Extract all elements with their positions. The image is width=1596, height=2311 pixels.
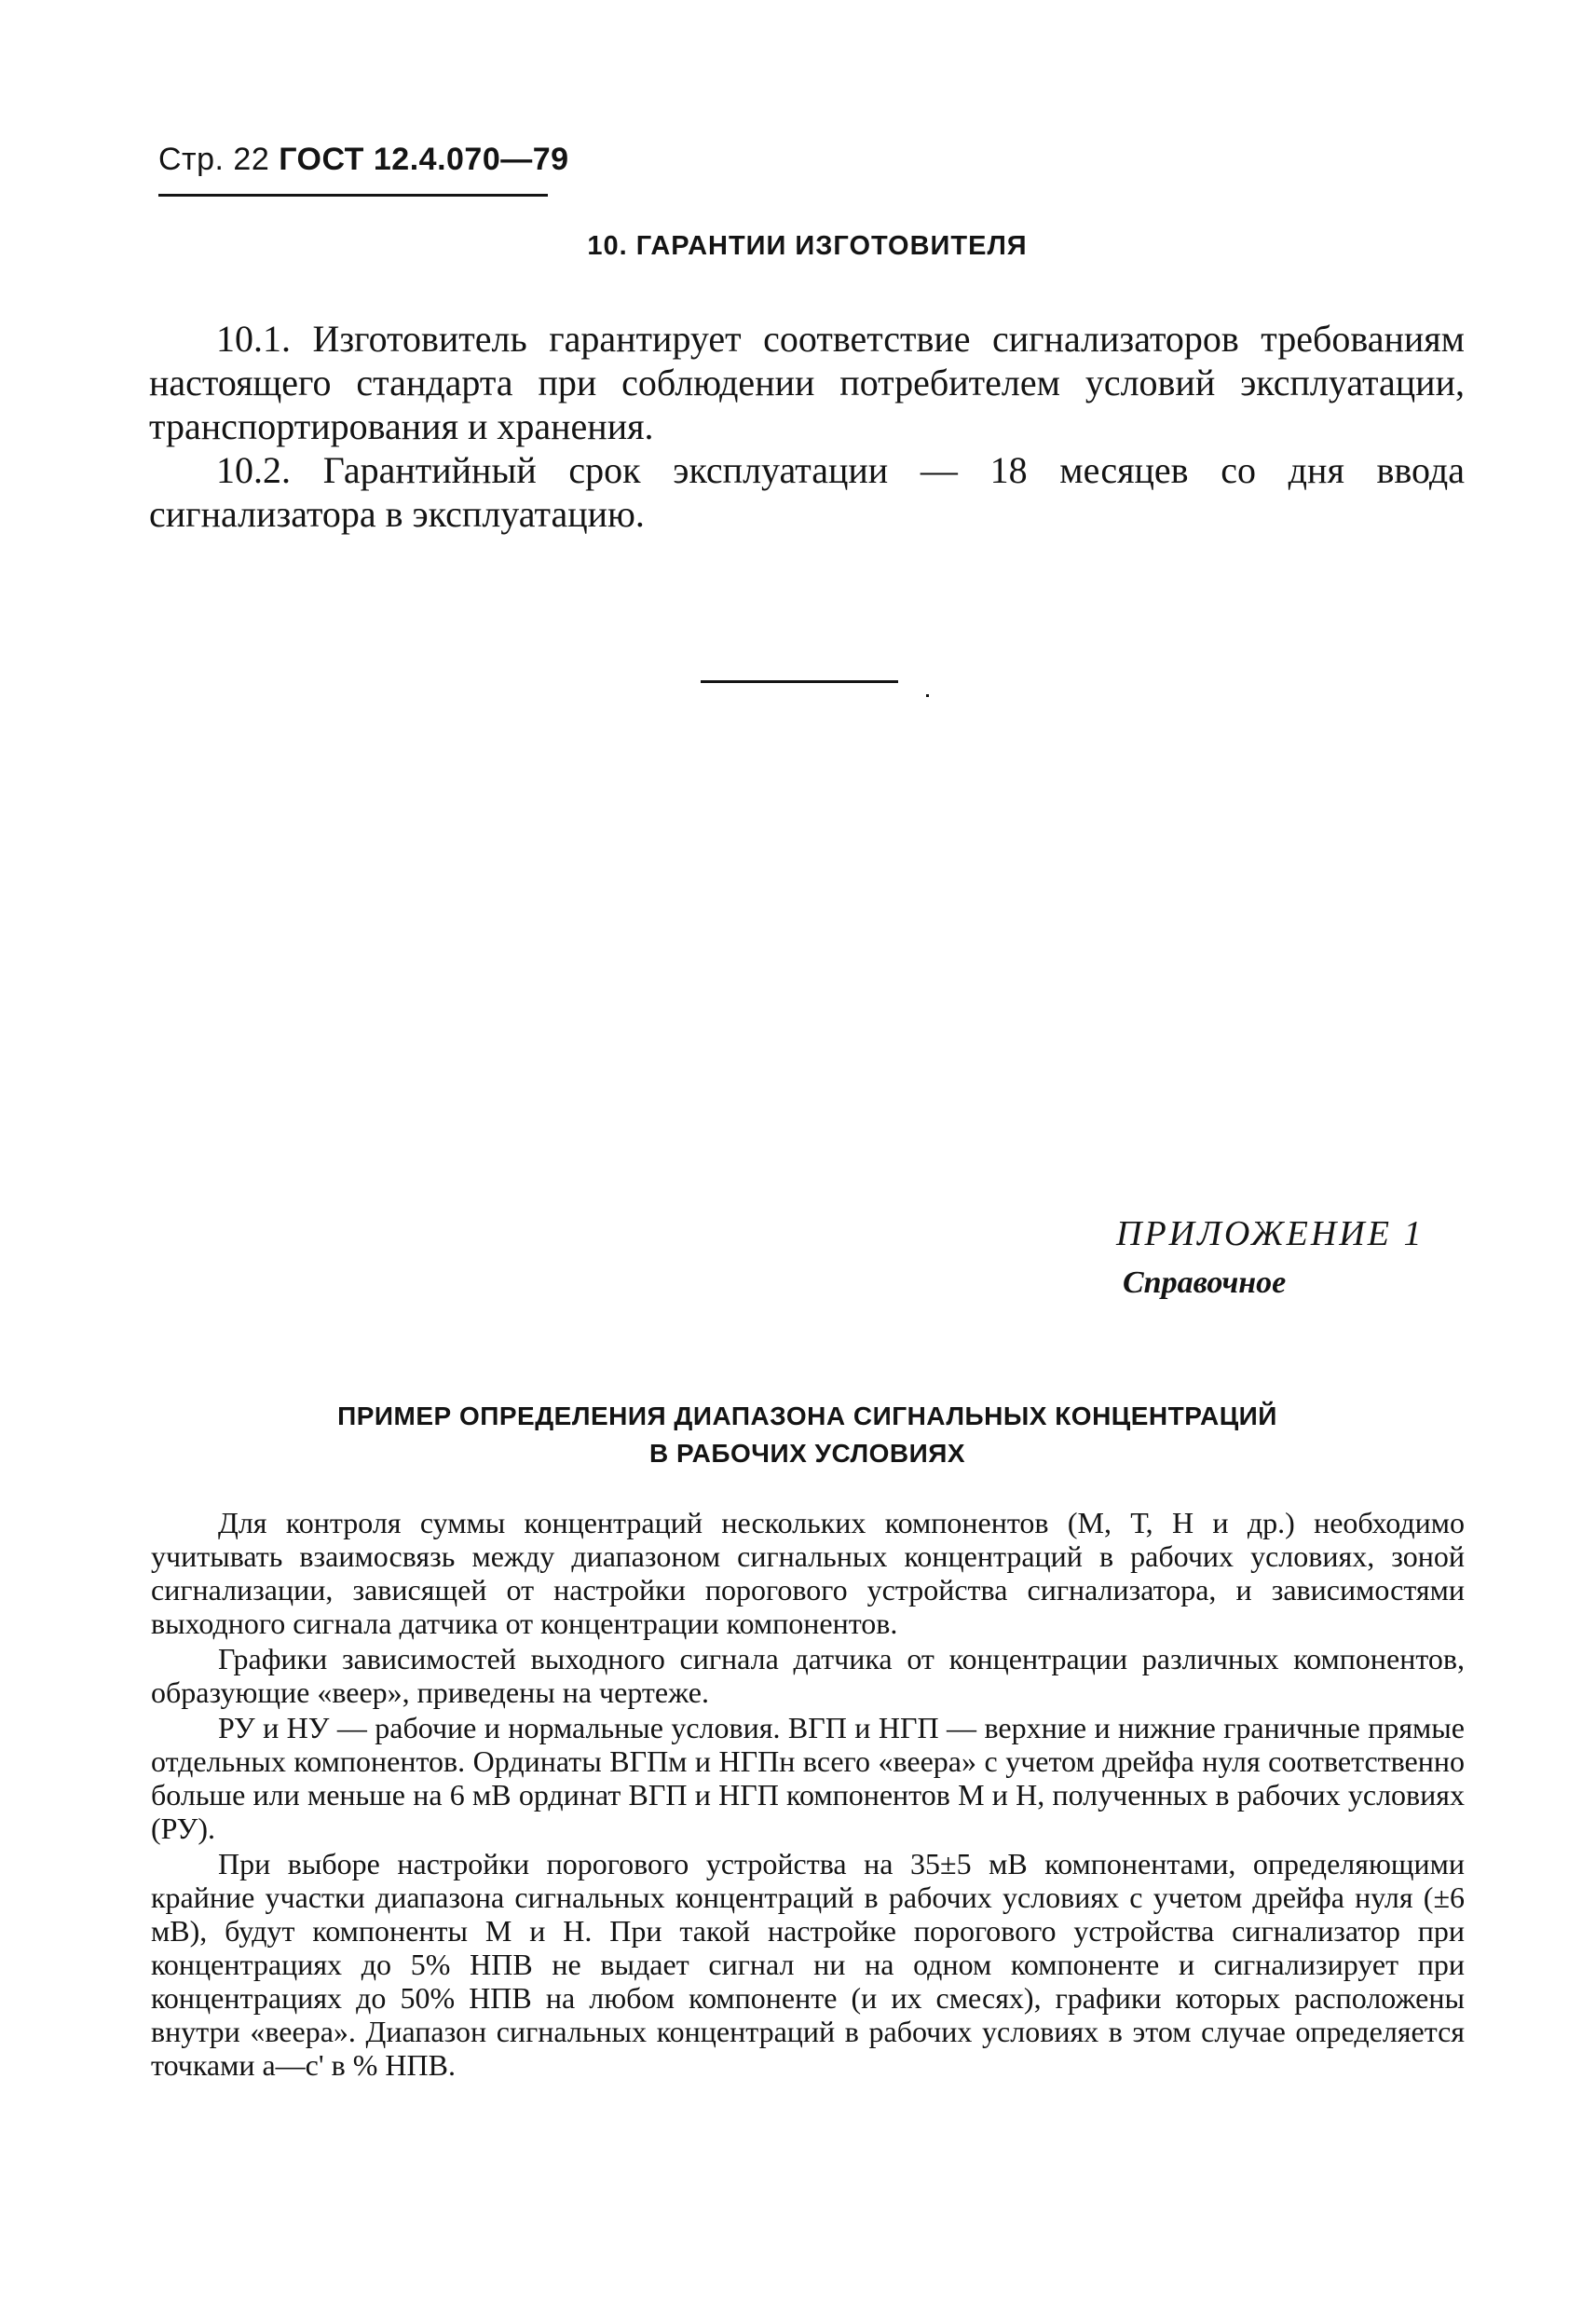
standard-number: ГОСТ 12.4.070—79 [279,142,569,177]
annex-type: Справочное [1123,1265,1287,1300]
annex-paragraph-4: При выборе настройки порогового устройства на 35±5 мВ компонентами, определяющими крайние участки диапазона сигнальных концентраций в рабочих условиях с учетом дрейфа нуля (±6 мВ), будут компоненты М и Н. При такой настройке порогового устройства сигнализатор при концентрациях до 5% НПВ не выдает сигнал ни на одном компоненте и сигнализирует при концентрациях до 50% НПВ на любом компоненте (и их смесях), графики которых расположены внутри «веера». Диапазон сигнальных концентраций в рабочих условиях в этом случае определяется точками а—с' в % НПВ. [151,1847,1465,2082]
running-header [158,142,569,178]
paragraph-10-2: 10.2. Гарантийный срок эксплуатации — 18 месяцев со дня ввода сигнализатора в эксплуатацию. [149,449,1465,535]
annex-paragraph-1: Для контроля суммы концентраций нескольких компонентов (М, Т, Н и др.) необходимо учитывать взаимосвязь между диапазоном сигнальных концентраций в рабочих условиях, зоной сигнализации, зависящей от настройки порогового устройства сигнализатора, и зависимостями выходного сигнала датчика от концентрации компонентов. [151,1506,1465,1640]
page-label: Стр. 22 [158,142,270,177]
annex-paragraph-2: Графики зависимостей выходного сигнала датчика от концентрации различных компонентов, образующие «веер», приведены на чертеже. [151,1642,1465,1709]
annex-title [0,1398,1596,1472]
section-10-body [149,317,1465,536]
separator-dot [926,694,929,697]
header-underline [158,194,548,197]
annex-title-line-1: ПРИМЕР ОПРЕДЕЛЕНИЯ ДИАПАЗОНА СИГНАЛЬНЫХ КОНЦЕНТРАЦИЙ [337,1402,1277,1430]
paragraph-10-1: 10.1. Изготовитель гарантирует соответствие сигнализаторов требованиям настоящего стандарта при соблюдении потребителем условий эксплуатации, транспортирования и хранения. [149,318,1465,447]
annex-paragraph-3: РУ и НУ — рабочие и нормальные условия. ВГП и НГП — верхние и нижние граничные прямые отдельных компонентов. Ординаты ВГПм и НГПн всего «веера» с учетом дрейфа нуля соответственно больше или меньше на 6 мВ ординат ВГП и НГП компонентов М и Н, полученных в рабочих условиях (РУ). [151,1711,1465,1845]
annex-body [151,1506,1465,2084]
section-10-title: 10. ГАРАНТИИ ИЗГОТОВИТЕЛЯ [587,231,1028,261]
section-separator-line [701,680,898,683]
annex-title-line-2: В РАБОЧИХ УСЛОВИЯХ [648,1439,966,1468]
annex-label: ПРИЛОЖЕНИЕ 1 [1116,1214,1425,1253]
